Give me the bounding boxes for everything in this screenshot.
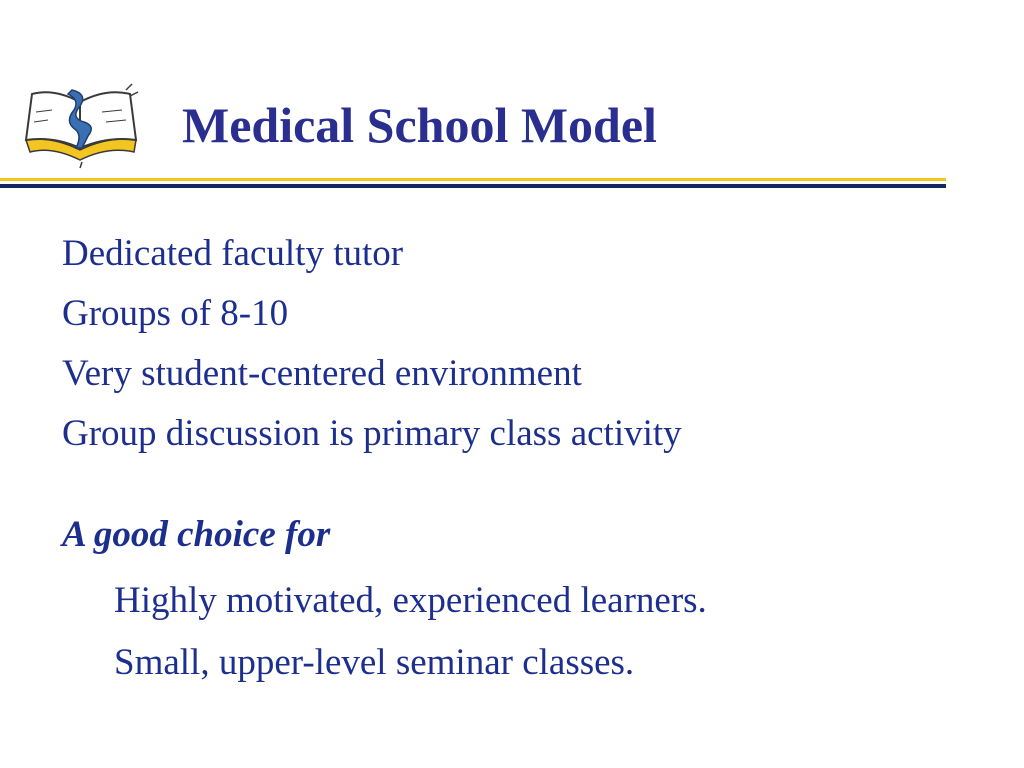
bullet-item: Dedicated faculty tutor: [62, 233, 404, 274]
slide-title: Medical School Model: [182, 97, 657, 153]
choice-heading: A good choice for: [62, 514, 331, 555]
bullet-item: Group discussion is primary class activity: [62, 413, 682, 454]
choice-item: Small, upper-level seminar classes.: [114, 642, 635, 683]
bullet-list: [62, 224, 682, 464]
title-divider-navy: [0, 184, 946, 188]
title-divider-gold: [0, 178, 946, 181]
choice-list: [114, 570, 707, 694]
open-book-road-icon: [22, 82, 142, 170]
choice-item: Highly motivated, experienced learners.: [114, 580, 707, 621]
bullet-item: Groups of 8-10: [62, 293, 289, 334]
bullet-item: Very student-centered environment: [62, 353, 582, 394]
